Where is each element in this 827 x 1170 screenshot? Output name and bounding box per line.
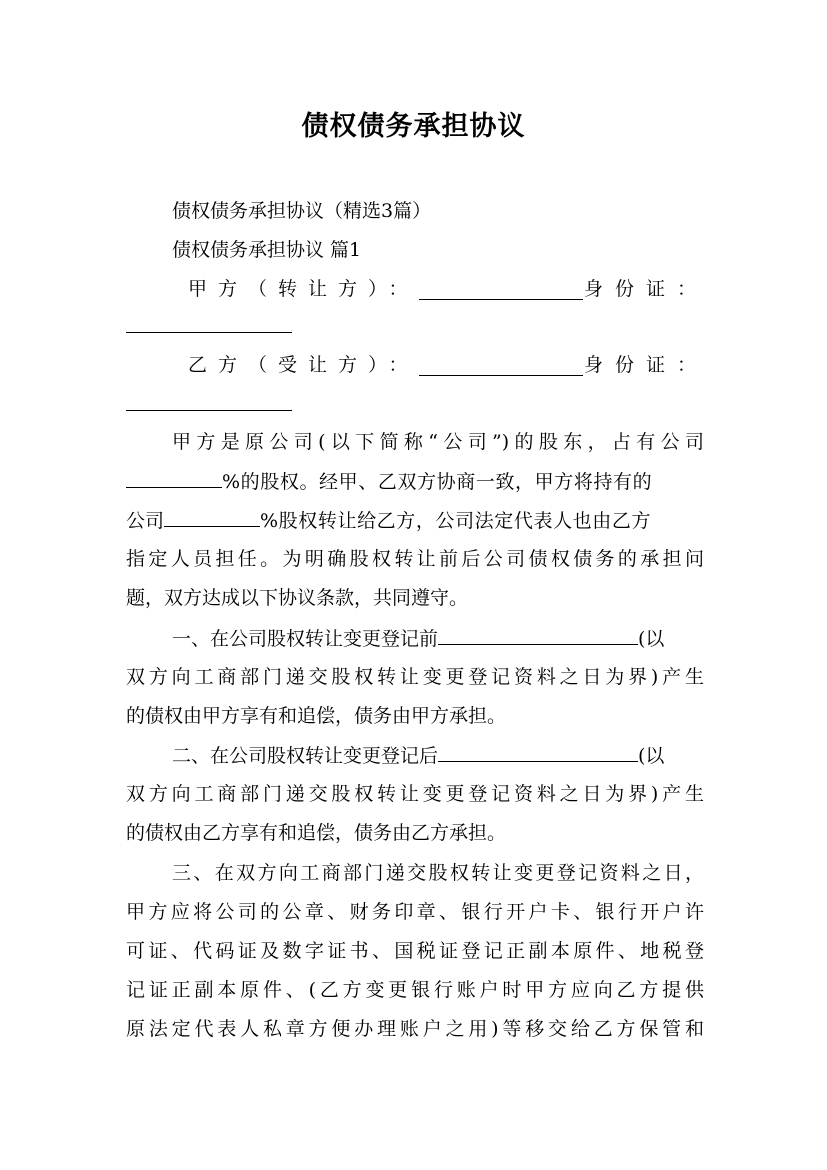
clause-1-line-2: 双方向工商部门递交股权转让变更登记资料之日为界)产生 — [126, 666, 704, 688]
clause-2-line-3: 的债权由乙方享有和追偿，债务由乙方承担。 — [126, 822, 507, 844]
clause-1-paren: (以 — [638, 628, 665, 650]
intro-line-2 — [126, 470, 704, 493]
party-b-name-blank — [419, 358, 583, 376]
intro-line-5: 题，双方达成以下协议条款，共同遵守。 — [126, 587, 469, 609]
equity-percent-blank-2 — [164, 509, 260, 527]
clause-2-line-2: 双方向工商部门递交股权转让变更登记资料之日为界)产生 — [126, 783, 704, 805]
clause-3-line-5: 原法定代表人私章方便办理账户之用)等移交给乙方保管和 — [126, 1018, 704, 1040]
document-subtitle: 债权债务承担协议（精选3篇） — [172, 200, 432, 222]
intro-line-3-text: %股权转让给乙方，公司法定代表人也由乙方 — [260, 510, 652, 532]
clause-1-text: 一、在公司股权转让变更登记前 — [172, 628, 439, 650]
clause-2-paren: (以 — [638, 745, 665, 767]
party-b-id-label: 身份证： — [583, 354, 708, 376]
intro-line-3-start: 公司 — [126, 510, 165, 532]
intro-line-2-text: %的股权。经甲、乙双方协商一致，甲方将持有的 — [222, 471, 653, 493]
clause-2-line-1 — [172, 744, 704, 767]
party-a-label: 甲方（转让方）： — [188, 278, 419, 300]
clause-2-date-blank — [438, 744, 638, 762]
party-a-id-blank — [126, 332, 292, 333]
clause-3-line-4: 记证正副本原件、(乙方变更银行账户时甲方应向乙方提供 — [126, 979, 704, 1001]
clause-1-date-blank — [438, 627, 638, 645]
clause-1-line-1 — [172, 627, 704, 650]
clause-3-line-3: 可证、代码证及数字证书、国税证登记正副本原件、地税登 — [126, 940, 704, 962]
party-b-id-blank — [126, 410, 292, 411]
intro-line-1: 甲方是原公司(以下简称“公司”)的股东，占有公司 — [172, 431, 704, 453]
section-heading: 债权债务承担协议 篇1 — [172, 239, 362, 261]
clause-2-text: 二、在公司股权转让变更登记后 — [172, 745, 439, 767]
party-a-line — [188, 278, 708, 300]
party-b-line — [188, 354, 708, 376]
clause-3-line-1: 三、在双方向工商部门递交股权转让变更登记资料之日， — [172, 862, 704, 884]
equity-percent-blank-1 — [126, 470, 222, 488]
document-title: 债权债务承担协议 — [301, 111, 526, 142]
clause-3-line-2: 甲方应将公司的公章、财务印章、银行开户卡、银行开户许 — [126, 901, 704, 923]
clause-1-line-3: 的债权由甲方享有和追偿，债务由甲方承担。 — [126, 705, 507, 727]
party-a-name-blank — [419, 282, 583, 300]
party-b-label: 乙方（受让方）： — [188, 354, 419, 376]
party-a-id-label: 身份证： — [583, 278, 708, 300]
intro-line-4: 指定人员担任。为明确股权转让前后公司债权债务的承担问 — [126, 548, 704, 570]
intro-line-3 — [126, 509, 704, 532]
